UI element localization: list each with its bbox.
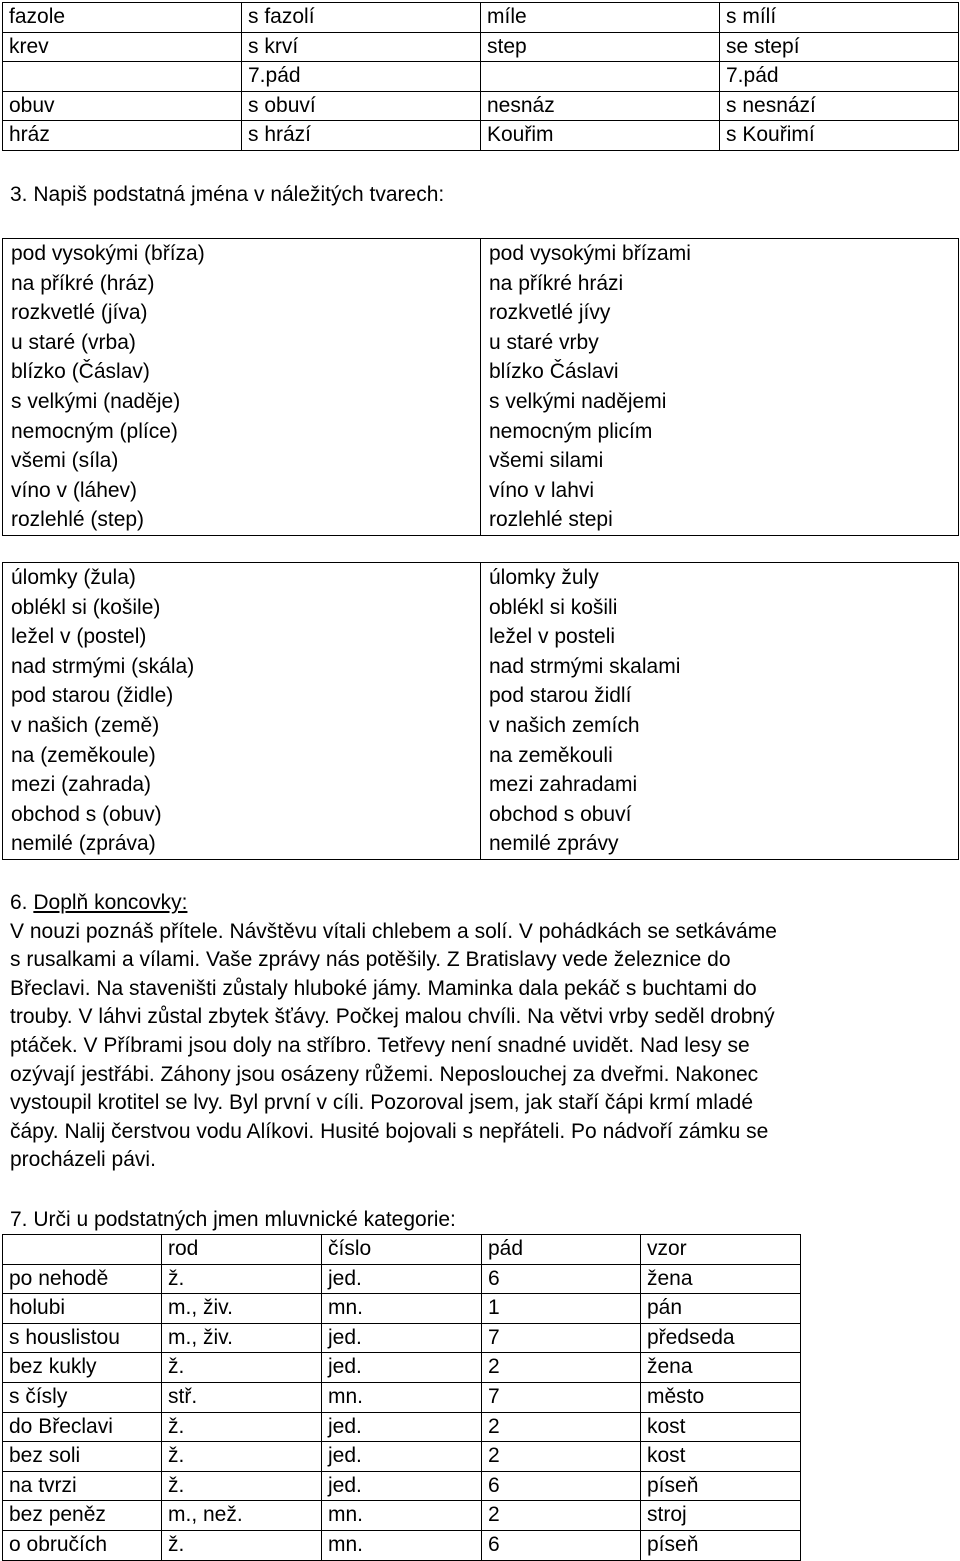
- line-item: obchod s (obuv): [11, 802, 162, 826]
- text-line: ptáček. V Příbrami jsou doly na stříbro. Tetřevy není snadné uvidět. Nad lesy se: [10, 1033, 750, 1057]
- line-item: u staré (vrba): [11, 330, 136, 354]
- table-cell: předseda: [641, 1323, 801, 1353]
- column-header: vzor: [641, 1235, 801, 1265]
- table-cell: mn.: [322, 1294, 482, 1324]
- line-item: na (zeměkoule): [11, 743, 156, 767]
- table-cell: 2: [482, 1501, 641, 1531]
- line-item: na příkré hrázi: [489, 271, 624, 295]
- table-cell: ž.: [162, 1530, 322, 1560]
- grammar-categories-table: [2, 1234, 801, 1561]
- group-1-answers: [481, 239, 959, 536]
- table-cell: ž.: [162, 1442, 322, 1472]
- table-cell: žena: [641, 1353, 801, 1383]
- line-item: nad strmými skalami: [489, 654, 681, 678]
- table-cell: nesnáz: [481, 91, 720, 121]
- exercise-6: [10, 889, 950, 1175]
- table-cell: 1: [482, 1294, 641, 1324]
- table-cell: město: [641, 1382, 801, 1412]
- text-line: vystoupil krotitel se lvy. Byl první v cíli. Pozoroval jsem, jak staří čápi krmí mladé: [10, 1091, 753, 1115]
- line-item: s velkými (naděje): [11, 389, 181, 413]
- table-cell: m., živ.: [162, 1294, 322, 1324]
- text-line: ozývají jestřábi. Záhony jsou osázeny růžemi. Neposlouchej za dveřmi. Nakonec: [10, 1062, 759, 1086]
- line-item: rozkvetlé (jíva): [11, 301, 148, 325]
- table-row: [3, 1353, 801, 1383]
- exercise-6-text: [10, 918, 950, 1175]
- table-row: [3, 1264, 801, 1294]
- table-cell: se stepí: [720, 32, 959, 62]
- group-2-answers: [481, 563, 959, 860]
- table-cell: s houslistou: [3, 1323, 162, 1353]
- exercise-3-heading: 3. Napiš podstatná jména v náležitých tvarech:: [10, 183, 445, 206]
- table-cell: míle: [481, 3, 720, 33]
- table-cell: m., než.: [162, 1501, 322, 1531]
- table-cell: pán: [641, 1294, 801, 1324]
- table-cell: m., živ.: [162, 1323, 322, 1353]
- table-cell: 2: [482, 1442, 641, 1472]
- text-line: Břeclavi. Na staveništi zůstaly hluboké jámy. Maminka dala pekáč s buchtami do: [10, 976, 757, 1000]
- table-cell: 6: [482, 1471, 641, 1501]
- line-item: rozlehlé (step): [11, 508, 145, 532]
- table-cell: bez kukly: [3, 1353, 162, 1383]
- table-cell: s obuví: [242, 91, 481, 121]
- line-item: v našich (země): [11, 713, 160, 737]
- exercise-3-table-group-2: [2, 562, 959, 860]
- line-item: všemi silami: [489, 449, 604, 473]
- table-cell: do Břeclavi: [3, 1412, 162, 1442]
- table-cell: s hrází: [242, 121, 481, 151]
- table-row: [3, 62, 959, 92]
- line-item: pod vysokými (bříza): [11, 242, 205, 265]
- table-cell: 2: [482, 1412, 641, 1442]
- table-row: [3, 3, 959, 33]
- table-cell: fazole: [3, 3, 242, 33]
- table-cell: píseň: [641, 1471, 801, 1501]
- table-row: [3, 1412, 801, 1442]
- column-header: rod: [162, 1235, 322, 1265]
- table-cell: hráz: [3, 121, 242, 151]
- line-item: nemocným (plíce): [11, 419, 178, 443]
- line-item: pod starou židlí: [489, 684, 632, 708]
- table-cell: jed.: [322, 1353, 482, 1383]
- table-cell: jed.: [322, 1471, 482, 1501]
- table-cell: ž.: [162, 1353, 322, 1383]
- table-cell: s fazolí: [242, 3, 481, 33]
- line-item: na zeměkouli: [489, 743, 613, 767]
- table-cell: Kouřim: [481, 121, 720, 151]
- line-item: v našich zemích: [489, 713, 640, 737]
- line-item: u staré vrby: [489, 330, 599, 354]
- line-item: rozkvetlé jívy: [489, 301, 611, 325]
- line-item: oblékl si košili: [489, 595, 618, 619]
- table-cell: ž.: [162, 1264, 322, 1294]
- line-item: nemilé zprávy: [489, 832, 619, 856]
- column-header: pád: [482, 1235, 641, 1265]
- table-cell: mn.: [322, 1501, 482, 1531]
- line-item: mezi (zahrada): [11, 773, 152, 797]
- line-item: rozlehlé stepi: [489, 508, 613, 532]
- table-cell: 7: [482, 1382, 641, 1412]
- table-row: [3, 1323, 801, 1353]
- line-item: oblékl si (košile): [11, 595, 161, 619]
- table-cell: obuv: [3, 91, 242, 121]
- line-item: ležel v (postel): [11, 625, 147, 649]
- line-item: víno v (láhev): [11, 478, 138, 502]
- table-row: [3, 1471, 801, 1501]
- table-cell: s mílí: [720, 3, 959, 33]
- line-item: s velkými nadějemi: [489, 389, 667, 413]
- table-cell: bez peněz: [3, 1501, 162, 1531]
- table-cell: stroj: [641, 1501, 801, 1531]
- table-cell: o obručích: [3, 1530, 162, 1560]
- text-line: procházeli pávi.: [10, 1148, 156, 1172]
- table-cell: s krví: [242, 32, 481, 62]
- table-cell: žena: [641, 1264, 801, 1294]
- table-cell: mn.: [322, 1530, 482, 1560]
- table-cell: po nehodě: [3, 1264, 162, 1294]
- table-row: [3, 121, 959, 151]
- text-line: s rusalkami a vílami. Vaše zprávy nás potěšily. Z Bratislavy vede železnice do: [10, 948, 731, 972]
- table-cell: jed.: [322, 1442, 482, 1472]
- line-item: úlomky žuly: [489, 566, 599, 589]
- grammar-categories-header: [3, 1235, 801, 1265]
- table-row: [3, 1382, 801, 1412]
- exercise-6-title: Doplň koncovky:: [33, 891, 188, 914]
- declension-table-body: [3, 3, 959, 151]
- table-cell: [3, 62, 242, 92]
- table-cell: 6: [482, 1530, 641, 1560]
- table-row: [3, 91, 959, 121]
- line-item: ležel v posteli: [489, 625, 616, 649]
- line-item: obchod s obuví: [489, 802, 632, 826]
- group-1-prompts: [3, 239, 481, 536]
- table-row: [3, 32, 959, 62]
- column-header: [3, 1235, 162, 1265]
- line-item: nemilé (zpráva): [11, 832, 156, 856]
- table-cell: 7: [482, 1323, 641, 1353]
- line-item: blízko Čáslavi: [489, 360, 619, 384]
- table-cell: 7.pád: [720, 62, 959, 92]
- table-cell: jed.: [322, 1264, 482, 1294]
- declension-table: [2, 2, 959, 151]
- table-cell: krev: [3, 32, 242, 62]
- exercise-7-heading: 7. Urči u podstatných jmen mluvnické kategorie:: [10, 1208, 456, 1231]
- table-cell: ž.: [162, 1412, 322, 1442]
- exercise-6-number: 6.: [10, 891, 28, 914]
- table-cell: 7.pád: [242, 62, 481, 92]
- line-item: mezi zahradami: [489, 773, 638, 797]
- line-item: pod starou (židle): [11, 684, 174, 708]
- table-cell: [481, 62, 720, 92]
- table-cell: holubi: [3, 1294, 162, 1324]
- table-row: [3, 1501, 801, 1531]
- text-line: V nouzi poznáš přítele. Návštěvu vítali chlebem a solí. V pohádkách se setkáváme: [10, 919, 777, 943]
- grammar-categories-body: [3, 1264, 801, 1560]
- line-item: všemi (síla): [11, 449, 119, 473]
- table-cell: kost: [641, 1442, 801, 1472]
- line-item: na příkré (hráz): [11, 271, 155, 295]
- table-cell: 2: [482, 1353, 641, 1383]
- table-cell: na tvrzi: [3, 1471, 162, 1501]
- line-item: úlomky (žula): [11, 566, 136, 589]
- line-item: nemocným plicím: [489, 419, 653, 443]
- column-header: číslo: [322, 1235, 482, 1265]
- table-cell: kost: [641, 1412, 801, 1442]
- table-row: [3, 1530, 801, 1560]
- text-line: trouby. V láhvi zůstal zbytek šťávy. Počkej malou chvíli. Na větvi vrby seděl drobný: [10, 1005, 775, 1029]
- table-cell: stř.: [162, 1382, 322, 1412]
- table-cell: s nesnází: [720, 91, 959, 121]
- table-cell: píseň: [641, 1530, 801, 1560]
- table-cell: jed.: [322, 1323, 482, 1353]
- line-item: víno v lahvi: [489, 478, 595, 502]
- exercise-3-table-group-1: [2, 238, 959, 536]
- table-cell: jed.: [322, 1412, 482, 1442]
- table-cell: bez soli: [3, 1442, 162, 1472]
- table-row: [3, 1442, 801, 1472]
- table-cell: mn.: [322, 1382, 482, 1412]
- table-cell: step: [481, 32, 720, 62]
- exercise-6-heading: [10, 889, 950, 918]
- table-cell: ž.: [162, 1471, 322, 1501]
- line-item: pod vysokými břízami: [489, 242, 691, 265]
- table-cell: 6: [482, 1264, 641, 1294]
- line-item: nad strmými (skála): [11, 654, 195, 678]
- table-cell: s čísly: [3, 1382, 162, 1412]
- table-row: [3, 1294, 801, 1324]
- line-item: blízko (Čáslav): [11, 360, 150, 384]
- text-line: čápy. Nalij čerstvou vodu Alíkovi. Husité bojovali s nepřáteli. Po nádvoří zámku se: [10, 1119, 769, 1143]
- group-2-prompts: [3, 563, 481, 860]
- table-cell: s Kouřimí: [720, 121, 959, 151]
- header-row: [3, 1235, 801, 1265]
